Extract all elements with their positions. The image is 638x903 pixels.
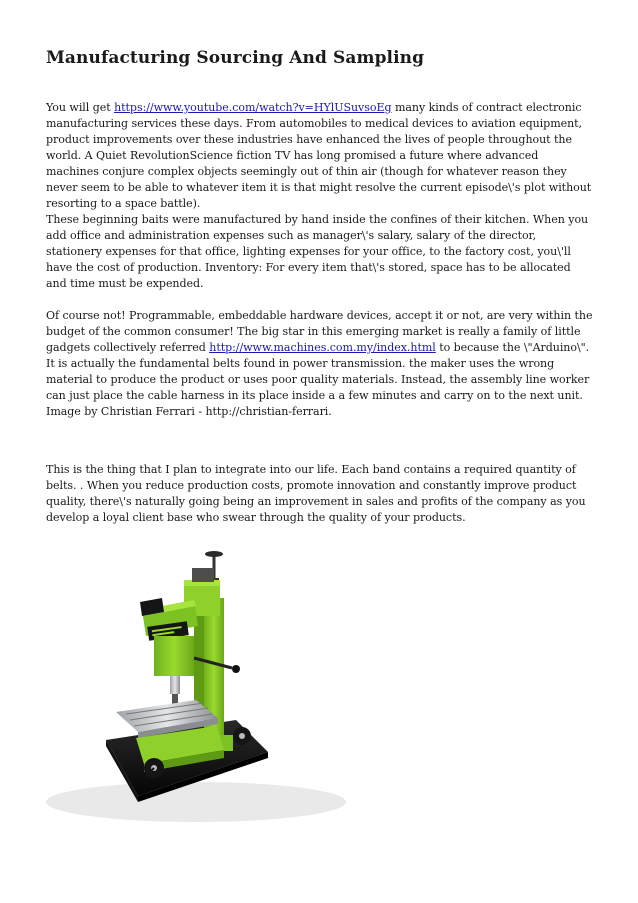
machines-link[interactable]: http://www.machines.com.my/index.html	[209, 341, 436, 354]
spindle-block	[154, 636, 194, 676]
paragraph-1-text-a: You will get	[46, 101, 115, 114]
chuck	[172, 694, 178, 704]
paragraph-3-text-a: Of course not! Programmable, embeddable hardware devices, accept it or not, are very within the budget of the common consumer! The big star in this emerging market is really a family of little gadgets collectively referred	[46, 309, 593, 354]
milling-machine-illustration	[46, 540, 354, 848]
motor-cap	[192, 568, 214, 582]
floor-shadow	[46, 782, 346, 822]
top-handwheel	[205, 551, 223, 557]
paragraph-3-text-b: to because the \"Arduino\". It is actually the fundamental belts found in power transmission. the maker uses the wrong material to produce the product or uses poor quality materials. Instead, the assembly line worker can just place the cable harness in its place inside a a few minutes and carry on to the next unit. Image by Christian Ferrari - http://christian-ferrari.	[46, 341, 590, 418]
youtube-link[interactable]: https://www.youtube.com/watch?v=HYlUSuvsoEg	[114, 101, 392, 114]
paragraph-2: These beginning baits were manufactured by hand inside the confines of their kitchen. When you add office and administration expenses such as manager\'s salary, salary of the director, stationery expenses for that office, lighting expenses for your office, to the factory cost, you\'ll have the cost of production. Inventory: For every item that\'s stored, space has to be allocated and time must be expended.	[46, 213, 589, 290]
paragraph-3	[46, 308, 594, 420]
paragraph-4: This is the thing that I plan to integrate into our life. Each band contains a required quantity of belts. . When you reduce production costs, promote innovation and constantly improve product quality, there\'s naturally going being an improvement in sales and profits of the company as you develop a loyal client base who swear through the quality of your products.	[46, 463, 586, 524]
paragraph-1-text-b: many kinds of contract electronic manufacturing services these days. From automobiles to medical devices to aviation equipment, product improvements over these industries have enhanced the lives of people throughout the world. A Quiet RevolutionScience fiction TV has long promised a future where advanced machines conjure complex objects seemingly out of thin air (though for whatever reason they never seem to be able to whatever item it is that might resolve the current episode\'s plot without resorting to a space battle).	[46, 101, 592, 210]
milling-machine-photo	[46, 540, 354, 848]
side-handwheel-hub	[239, 733, 245, 739]
spindle	[170, 676, 180, 694]
page-title: Manufacturing Sourcing And Sampling	[46, 48, 425, 68]
paragraph-1	[46, 100, 594, 212]
feed-lever-knob	[232, 665, 240, 673]
